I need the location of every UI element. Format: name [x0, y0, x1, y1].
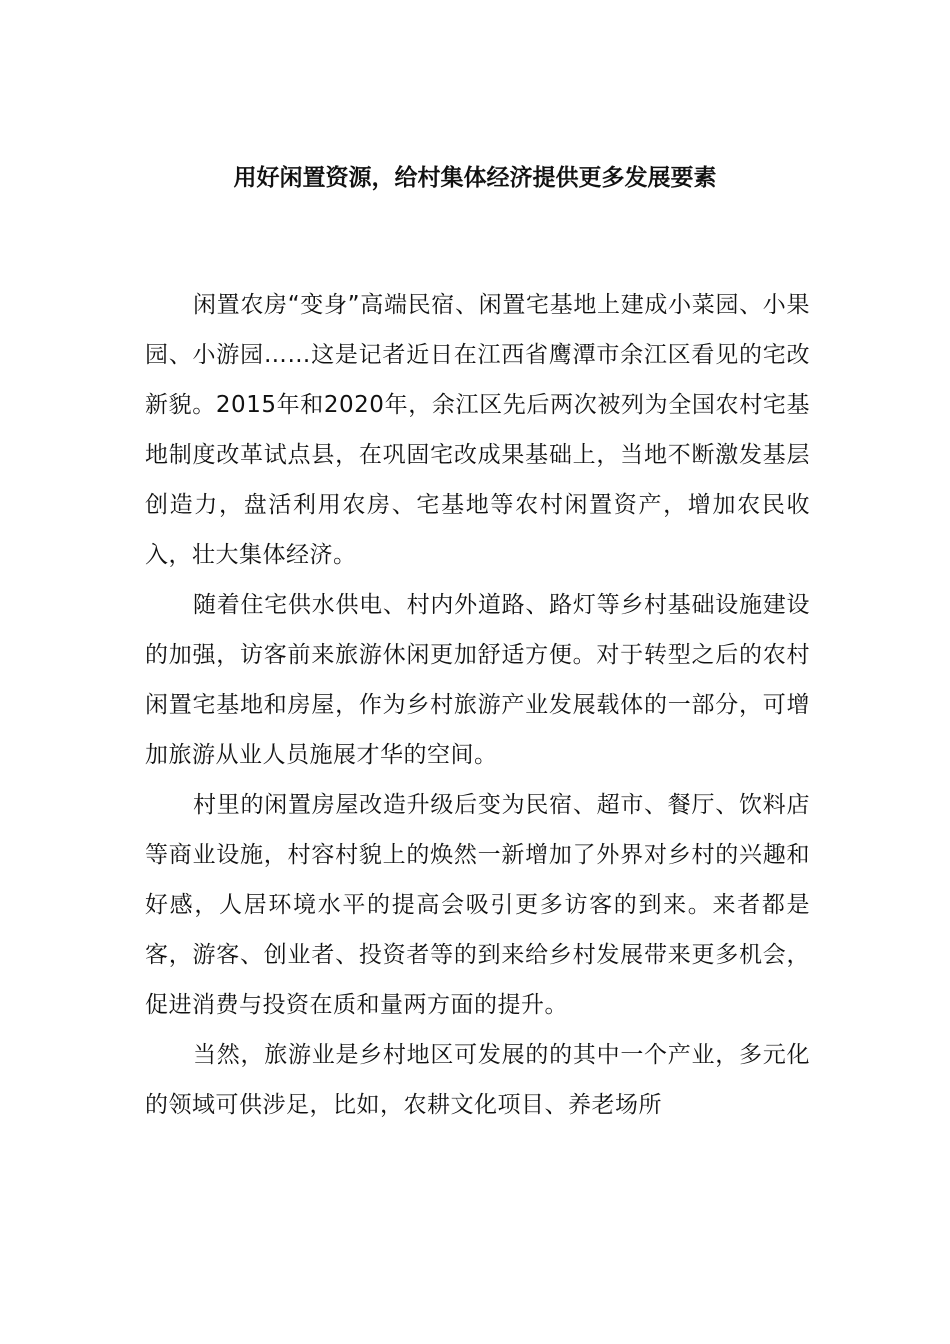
paragraph-3: 村里的闲置房屋改造升级后变为民宿、超市、餐厅、饮料店等商业设施，村容村貌上的焕然一新增加了外界对乡村的兴趣和好感，人居环境水平的提高会吸引更多访客的到来。来者都是客，游客、创业者、投资者等的到来给乡村发展带来更多机会，促进消费与投资在质和量两方面的提升。: [145, 792, 810, 1018]
paragraph-4: 当然，旅游业是乡村地区可发展的的其中一个产业，多元化的领域可供涉足，比如，农耕文化项目、养老场所: [145, 1042, 810, 1118]
paragraph-1: 闲置农房“变身”高端民宿、闲置宅基地上建成小菜园、小果园、小游园……这是记者近日在江西省鹰潭市余江区看见的宅改新貌。2015年和2020年，余江区先后两次被列为全国农村宅基地制度改革试点县，在巩固宅改成果基础上，当地不断激发基层创造力，盘活利用农房、宅基地等农村闲置资产，增加农民收入，壮大集体经济。: [145, 292, 810, 568]
paragraph-2: 随着住宅供水供电、村内外道路、路灯等乡村基础设施建设的加强，访客前来旅游休闲更加舒适方便。对于转型之后的农村闲置宅基地和房屋，作为乡村旅游产业发展载体的一部分，可增加旅游从业人员施展才华的空间。: [145, 592, 810, 768]
document-body: [145, 280, 810, 1130]
document-title: 用好闲置资源，给村集体经济提供更多发展要素: [233, 165, 717, 191]
